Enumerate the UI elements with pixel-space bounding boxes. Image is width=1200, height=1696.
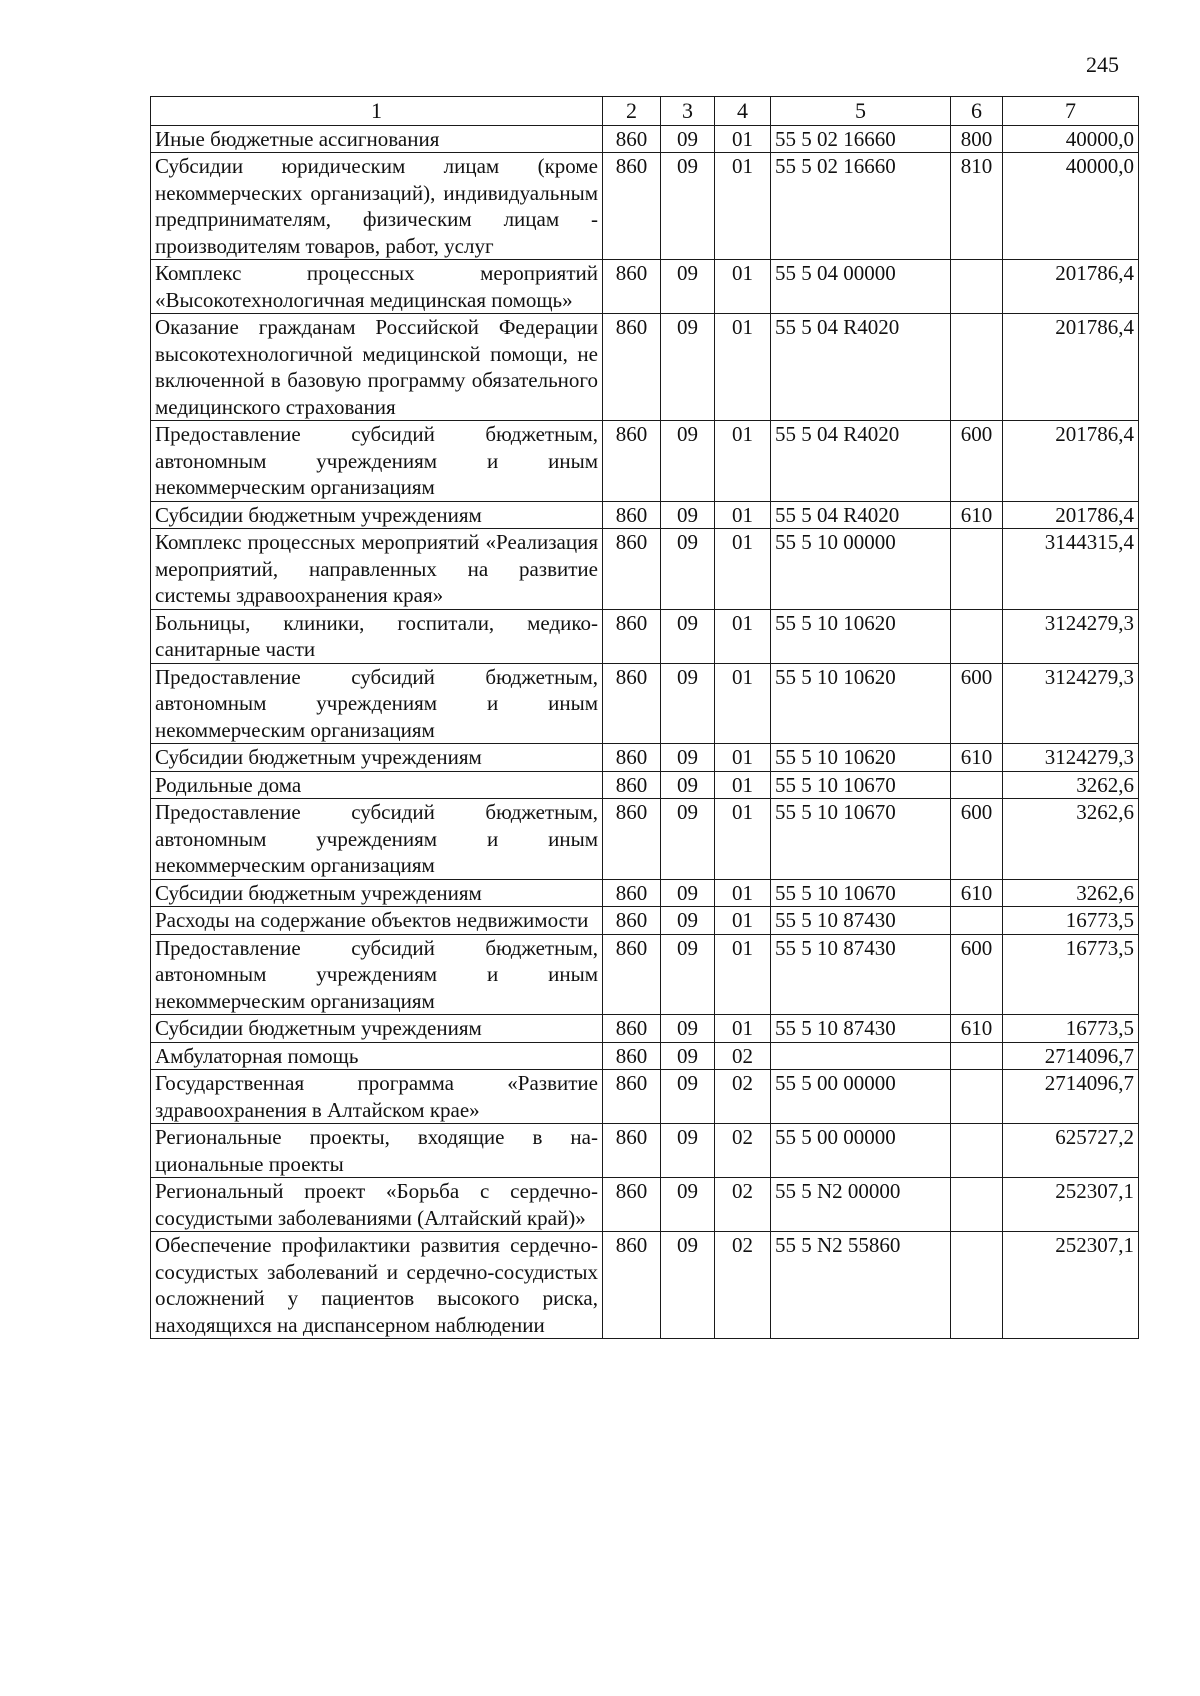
table-row bbox=[151, 501, 1139, 529]
cell-ministry-code: 860 bbox=[603, 934, 661, 1015]
cell-section: 09 bbox=[661, 934, 715, 1015]
cell-name: Комплекс процессных мероприятий «Высокотехнологичная медицинская помощь» bbox=[151, 260, 603, 314]
table-row bbox=[151, 1178, 1139, 1232]
cell-expense-type bbox=[951, 1070, 1003, 1124]
cell-ministry-code: 860 bbox=[603, 421, 661, 502]
cell-expense-type: 610 bbox=[951, 501, 1003, 529]
cell-ministry-code: 860 bbox=[603, 1015, 661, 1043]
cell-expense-type: 610 bbox=[951, 879, 1003, 907]
cell-amount: 201786,4 bbox=[1003, 421, 1139, 502]
cell-amount: 16773,5 bbox=[1003, 934, 1139, 1015]
cell-amount: 2714096,7 bbox=[1003, 1042, 1139, 1070]
cell-expense-type: 600 bbox=[951, 799, 1003, 880]
cell-expense-type bbox=[951, 1232, 1003, 1339]
table-row bbox=[151, 421, 1139, 502]
cell-ministry-code: 860 bbox=[603, 609, 661, 663]
cell-name: Субсидии бюджетным учреждениям bbox=[151, 744, 603, 772]
cell-ministry-code: 860 bbox=[603, 879, 661, 907]
cell-section: 09 bbox=[661, 529, 715, 610]
cell-amount: 16773,5 bbox=[1003, 907, 1139, 935]
cell-amount: 3262,6 bbox=[1003, 879, 1139, 907]
table-row bbox=[151, 153, 1139, 260]
cell-ministry-code: 860 bbox=[603, 1178, 661, 1232]
cell-ministry-code: 860 bbox=[603, 529, 661, 610]
table-row bbox=[151, 934, 1139, 1015]
cell-target-article: 55 5 10 10620 bbox=[771, 663, 951, 744]
cell-amount: 252307,1 bbox=[1003, 1232, 1139, 1339]
cell-ministry-code: 860 bbox=[603, 1042, 661, 1070]
cell-expense-type: 610 bbox=[951, 744, 1003, 772]
table-row bbox=[151, 1042, 1139, 1070]
cell-subsection: 02 bbox=[715, 1070, 771, 1124]
cell-subsection: 01 bbox=[715, 314, 771, 421]
cell-section: 09 bbox=[661, 1070, 715, 1124]
cell-ministry-code: 860 bbox=[603, 744, 661, 772]
cell-ministry-code: 860 bbox=[603, 1124, 661, 1178]
cell-name: Субсидии бюджетным учреждениям bbox=[151, 879, 603, 907]
cell-target-article: 55 5 04 R4020 bbox=[771, 421, 951, 502]
cell-section: 09 bbox=[661, 260, 715, 314]
column-header-1: 1 bbox=[151, 97, 603, 126]
table-row bbox=[151, 799, 1139, 880]
cell-ministry-code: 860 bbox=[603, 314, 661, 421]
cell-amount: 3124279,3 bbox=[1003, 744, 1139, 772]
cell-target-article: 55 5 00 00000 bbox=[771, 1124, 951, 1178]
cell-section: 09 bbox=[661, 1178, 715, 1232]
cell-name: Предоставление субсидий бюджетным, автономным учреждениям и иным некоммерческим организациям bbox=[151, 799, 603, 880]
cell-target-article: 55 5 10 87430 bbox=[771, 1015, 951, 1043]
cell-name: Субсидии бюджетным учреждениям bbox=[151, 1015, 603, 1043]
cell-amount: 201786,4 bbox=[1003, 260, 1139, 314]
cell-name: Родильные дома bbox=[151, 771, 603, 799]
cell-section: 09 bbox=[661, 663, 715, 744]
cell-subsection: 02 bbox=[715, 1042, 771, 1070]
cell-target-article: 55 5 10 10670 bbox=[771, 771, 951, 799]
cell-expense-type bbox=[951, 260, 1003, 314]
cell-amount: 16773,5 bbox=[1003, 1015, 1139, 1043]
cell-subsection: 01 bbox=[715, 1015, 771, 1043]
cell-section: 09 bbox=[661, 421, 715, 502]
cell-subsection: 01 bbox=[715, 907, 771, 935]
column-header-6: 6 bbox=[951, 97, 1003, 126]
cell-name: Субсидии бюджетным учреждениям bbox=[151, 501, 603, 529]
cell-ministry-code: 860 bbox=[603, 125, 661, 153]
cell-subsection: 01 bbox=[715, 153, 771, 260]
cell-target-article: 55 5 10 10620 bbox=[771, 744, 951, 772]
column-header-4: 4 bbox=[715, 97, 771, 126]
cell-target-article: 55 5 04 R4020 bbox=[771, 501, 951, 529]
cell-amount: 3124279,3 bbox=[1003, 663, 1139, 744]
cell-subsection: 02 bbox=[715, 1232, 771, 1339]
cell-ministry-code: 860 bbox=[603, 1232, 661, 1339]
cell-section: 09 bbox=[661, 744, 715, 772]
cell-amount: 40000,0 bbox=[1003, 153, 1139, 260]
table-row bbox=[151, 879, 1139, 907]
cell-expense-type bbox=[951, 609, 1003, 663]
table-row bbox=[151, 1232, 1139, 1339]
cell-subsection: 01 bbox=[715, 879, 771, 907]
cell-section: 09 bbox=[661, 771, 715, 799]
cell-target-article: 55 5 N2 55860 bbox=[771, 1232, 951, 1339]
cell-subsection: 01 bbox=[715, 799, 771, 880]
cell-target-article: 55 5 N2 00000 bbox=[771, 1178, 951, 1232]
cell-name: Государственная программа «Развитие здравоохранения в Алтайском крае» bbox=[151, 1070, 603, 1124]
cell-subsection: 01 bbox=[715, 529, 771, 610]
column-header-5: 5 bbox=[771, 97, 951, 126]
cell-amount: 625727,2 bbox=[1003, 1124, 1139, 1178]
table-row bbox=[151, 771, 1139, 799]
cell-subsection: 01 bbox=[715, 125, 771, 153]
cell-ministry-code: 860 bbox=[603, 663, 661, 744]
cell-name: Расходы на содержание объектов недвижимости bbox=[151, 907, 603, 935]
cell-ministry-code: 860 bbox=[603, 501, 661, 529]
cell-section: 09 bbox=[661, 799, 715, 880]
cell-expense-type: 600 bbox=[951, 421, 1003, 502]
cell-ministry-code: 860 bbox=[603, 153, 661, 260]
cell-amount: 3262,6 bbox=[1003, 771, 1139, 799]
table-row bbox=[151, 260, 1139, 314]
cell-name: Предоставление субсидий бюджетным, автономным учреждениям и иным некоммерческим организациям bbox=[151, 663, 603, 744]
cell-ministry-code: 860 bbox=[603, 260, 661, 314]
cell-name: Обеспечение профилактики развития сердечно-сосудистых заболеваний и сердечно-сосудистых осложнений у пациентов высокого риска, находящихся на диспансерном наблюдении bbox=[151, 1232, 603, 1339]
cell-subsection: 01 bbox=[715, 663, 771, 744]
cell-amount: 201786,4 bbox=[1003, 314, 1139, 421]
cell-target-article: 55 5 04 00000 bbox=[771, 260, 951, 314]
cell-name: Предоставление субсидий бюджетным, автономным учреждениям и иным некоммерческим организациям bbox=[151, 934, 603, 1015]
cell-target-article: 55 5 02 16660 bbox=[771, 125, 951, 153]
cell-expense-type bbox=[951, 1178, 1003, 1232]
cell-expense-type: 810 bbox=[951, 153, 1003, 260]
cell-subsection: 01 bbox=[715, 771, 771, 799]
cell-section: 09 bbox=[661, 153, 715, 260]
cell-section: 09 bbox=[661, 1042, 715, 1070]
table-row bbox=[151, 529, 1139, 610]
cell-amount: 3124279,3 bbox=[1003, 609, 1139, 663]
cell-ministry-code: 860 bbox=[603, 907, 661, 935]
cell-section: 09 bbox=[661, 125, 715, 153]
cell-subsection: 02 bbox=[715, 1178, 771, 1232]
cell-expense-type bbox=[951, 907, 1003, 935]
cell-section: 09 bbox=[661, 907, 715, 935]
cell-amount: 2714096,7 bbox=[1003, 1070, 1139, 1124]
cell-section: 09 bbox=[661, 1124, 715, 1178]
page-number: 245 bbox=[1086, 52, 1119, 77]
table-row bbox=[151, 907, 1139, 935]
cell-subsection: 01 bbox=[715, 744, 771, 772]
cell-name: Региональные проекты, входящие в национальные проекты bbox=[151, 1124, 603, 1178]
cell-expense-type bbox=[951, 1042, 1003, 1070]
cell-ministry-code: 860 bbox=[603, 1070, 661, 1124]
cell-section: 09 bbox=[661, 501, 715, 529]
table-row bbox=[151, 125, 1139, 153]
cell-name: Амбулаторная помощь bbox=[151, 1042, 603, 1070]
cell-expense-type: 600 bbox=[951, 934, 1003, 1015]
budget-table bbox=[150, 96, 1139, 1339]
cell-subsection: 02 bbox=[715, 1124, 771, 1178]
cell-name: Оказание гражданам Российской Федерации высокотехнологичной медицинской помощи, не включенной в базовую программу обязательного медицинского страхования bbox=[151, 314, 603, 421]
column-header-3: 3 bbox=[661, 97, 715, 126]
table-row bbox=[151, 663, 1139, 744]
cell-name: Больницы, клиники, госпитали, медико-санитарные части bbox=[151, 609, 603, 663]
cell-name: Иные бюджетные ассигнования bbox=[151, 125, 603, 153]
table-body bbox=[151, 125, 1139, 1339]
cell-subsection: 01 bbox=[715, 501, 771, 529]
cell-expense-type: 610 bbox=[951, 1015, 1003, 1043]
cell-amount: 201786,4 bbox=[1003, 501, 1139, 529]
cell-ministry-code: 860 bbox=[603, 799, 661, 880]
cell-ministry-code: 860 bbox=[603, 771, 661, 799]
cell-target-article: 55 5 00 00000 bbox=[771, 1070, 951, 1124]
cell-expense-type bbox=[951, 529, 1003, 610]
cell-target-article: 55 5 10 87430 bbox=[771, 907, 951, 935]
cell-name: Субсидии юридическим лицам (кроме некоммерческих организаций), индивидуальным предпринимателям, физическим лицам - производителям товаров, работ, услуг bbox=[151, 153, 603, 260]
cell-target-article: 55 5 10 10670 bbox=[771, 799, 951, 880]
table-row bbox=[151, 1070, 1139, 1124]
cell-subsection: 01 bbox=[715, 609, 771, 663]
cell-section: 09 bbox=[661, 1015, 715, 1043]
table-row bbox=[151, 609, 1139, 663]
cell-name: Предоставление субсидий бюджетным, автономным учреждениям и иным некоммерческим организациям bbox=[151, 421, 603, 502]
cell-target-article: 55 5 10 87430 bbox=[771, 934, 951, 1015]
cell-expense-type: 800 bbox=[951, 125, 1003, 153]
cell-section: 09 bbox=[661, 609, 715, 663]
cell-amount: 40000,0 bbox=[1003, 125, 1139, 153]
cell-expense-type bbox=[951, 314, 1003, 421]
cell-target-article: 55 5 10 00000 bbox=[771, 529, 951, 610]
cell-amount: 252307,1 bbox=[1003, 1178, 1139, 1232]
cell-section: 09 bbox=[661, 1232, 715, 1339]
column-header-7: 7 bbox=[1003, 97, 1139, 126]
cell-expense-type: 600 bbox=[951, 663, 1003, 744]
cell-expense-type bbox=[951, 1124, 1003, 1178]
cell-target-article: 55 5 04 R4020 bbox=[771, 314, 951, 421]
cell-name: Региональный проект «Борьба с сердечно-сосудистыми заболеваниями (Алтайский край)» bbox=[151, 1178, 603, 1232]
cell-section: 09 bbox=[661, 879, 715, 907]
cell-amount: 3262,6 bbox=[1003, 799, 1139, 880]
cell-expense-type bbox=[951, 771, 1003, 799]
cell-subsection: 01 bbox=[715, 260, 771, 314]
table-row bbox=[151, 1124, 1139, 1178]
cell-target-article bbox=[771, 1042, 951, 1070]
cell-subsection: 01 bbox=[715, 421, 771, 502]
cell-section: 09 bbox=[661, 314, 715, 421]
table-row bbox=[151, 314, 1139, 421]
cell-target-article: 55 5 10 10620 bbox=[771, 609, 951, 663]
cell-name: Комплекс процессных мероприятий «Реализация мероприятий, направленных на развитие системы здравоохранения края» bbox=[151, 529, 603, 610]
cell-subsection: 01 bbox=[715, 934, 771, 1015]
column-header-2: 2 bbox=[603, 97, 661, 126]
table-row bbox=[151, 1015, 1139, 1043]
header-row bbox=[151, 97, 1139, 126]
cell-target-article: 55 5 02 16660 bbox=[771, 153, 951, 260]
table-row bbox=[151, 744, 1139, 772]
cell-amount: 3144315,4 bbox=[1003, 529, 1139, 610]
cell-target-article: 55 5 10 10670 bbox=[771, 879, 951, 907]
